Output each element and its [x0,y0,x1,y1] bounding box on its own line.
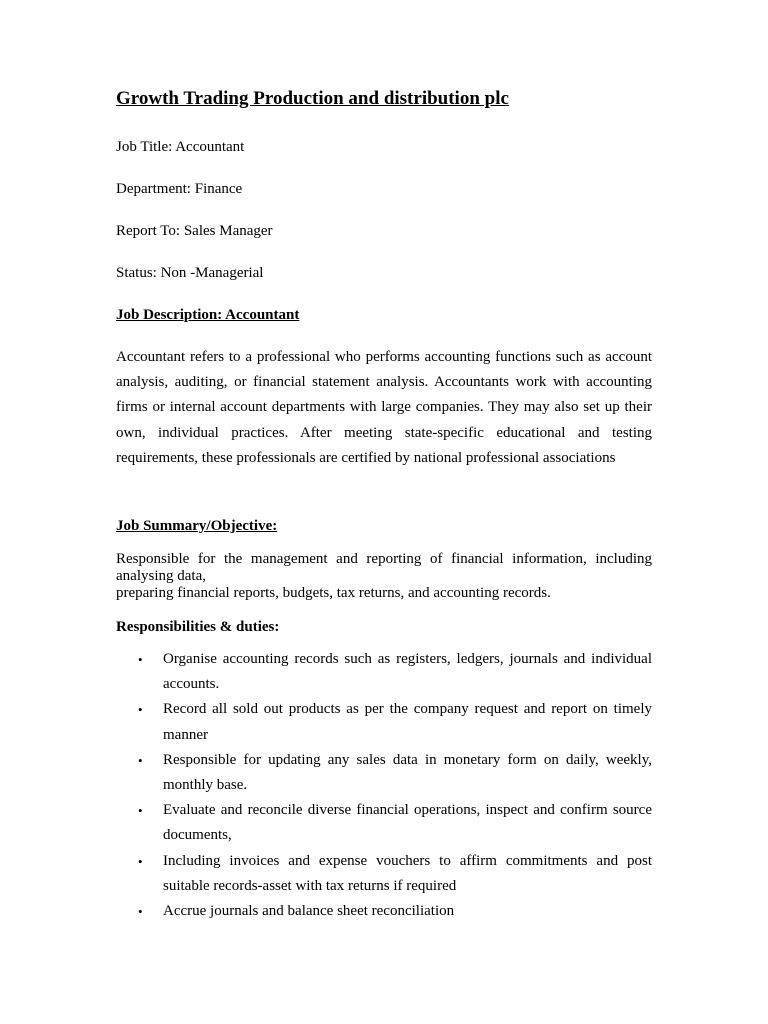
list-item [116,748,652,798]
list-item-text: Accrue journals and balance sheet reconciliation [163,903,455,920]
bullet-icon: • [138,853,143,869]
bullet-icon: • [138,752,143,768]
list-item [116,899,652,924]
bullet-icon: • [138,702,143,718]
list-item-text: Evaluate and reconcile diverse financial operations, inspect and confirm source documents, [163,802,652,844]
list-item [116,849,652,899]
list-item [116,647,652,697]
list-item-text: Including invoices and expense vouchers to affirm commitments and post suitable records-asset with tax returns if required [163,852,652,894]
bullet-icon: • [138,652,143,667]
bullet-icon: • [138,904,143,920]
list-item [116,798,652,848]
report-to-field: Report To: Sales Manager [116,223,273,239]
job-title-field: Job Title: Accountant [116,139,245,155]
job-summary-text: Responsible for the management and reporting of financial information, including analysing data, [116,551,652,584]
list-item-text: Responsible for updating any sales data in monetary form on daily, weekly, monthly base. [163,751,652,794]
responsibilities-list [116,647,652,924]
department-field: Department: Finance [116,181,243,197]
list-item-text: Record all sold out products as per the company request and report on timely manner [163,701,652,743]
job-summary-text-continued: preparing financial reports, budgets, tax returns, and accounting records. [116,585,551,601]
job-description-heading: Job Description: Accountant [116,307,300,323]
list-item-text: Organise accounting records such as registers, ledgers, journals and individual accounts. [163,651,652,693]
job-summary-heading: Job Summary/Objective: [116,518,278,534]
job-description-text: Accountant refers to a professional who performs accounting functions such as account analysis, auditing, or financial statement analysis. Accountants work with accounting firms or internal account departments with large companies. They may also set up their own, individual practices. After meeting state-specific educational and testing requirements, these professionals are certified by national professional associations [116,349,652,466]
bullet-icon: • [138,803,143,819]
responsibilities-heading: Responsibilities & duties: [116,619,280,635]
status-field: Status: Non -Managerial [116,265,264,281]
document-title: Growth Trading Production and distribution plc [116,88,509,109]
list-item [116,697,652,747]
